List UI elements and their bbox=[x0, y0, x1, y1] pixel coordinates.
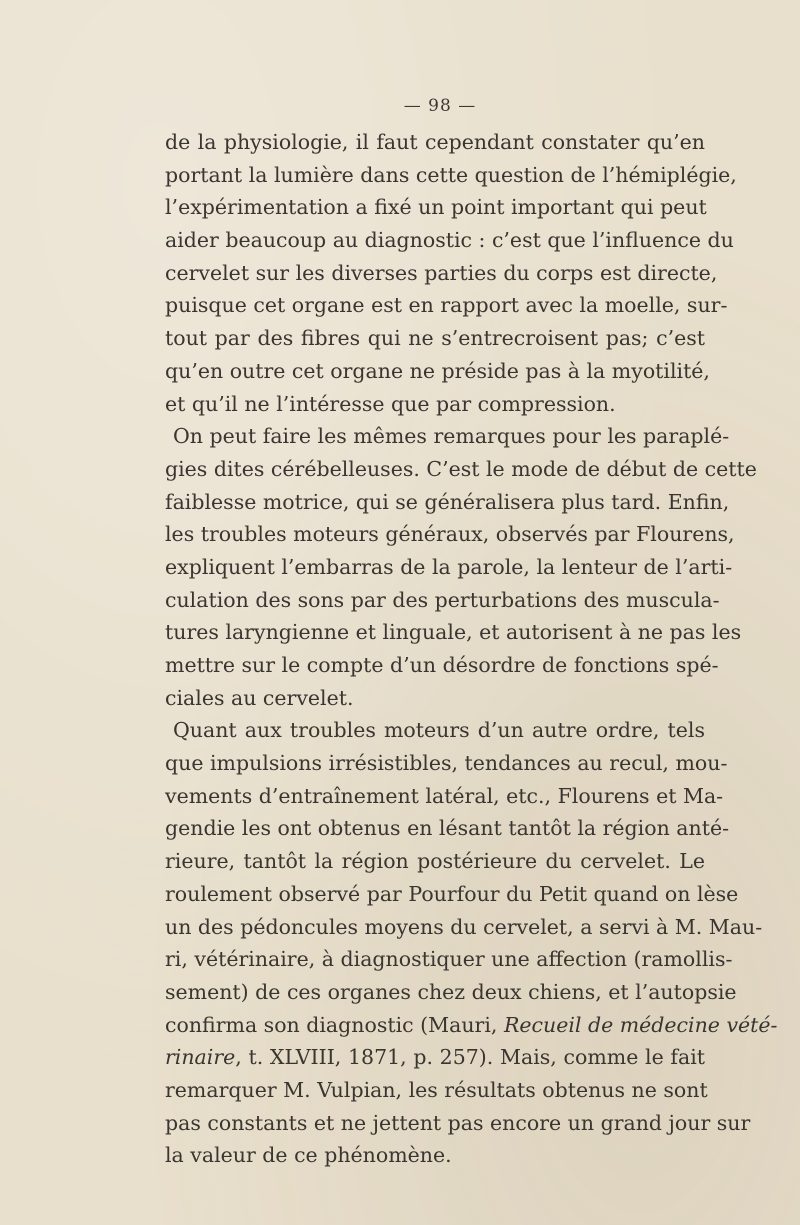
italic-citation: rinaire bbox=[165, 1045, 236, 1070]
text-line: faiblesse motrice, qui se généralisera plus tard. Enfin, bbox=[165, 489, 730, 514]
text-line: puisque cet organe est en rapport avec la moelle, sur- bbox=[165, 293, 728, 318]
text-line: roulement observé par Pourfour du Petit quand on lèse bbox=[165, 881, 739, 906]
text-line: et qu’il ne l’intéresse que par compression. bbox=[165, 391, 616, 416]
text-line: que impulsions irrésistibles, tendances au recul, mou- bbox=[165, 751, 728, 776]
text-line: la valeur de ce phénomène. bbox=[165, 1143, 452, 1168]
text-line: aider beaucoup au diagnostic : c’est que l’influence du bbox=[165, 228, 734, 253]
text-line: de la physiologie, il faut cependant constater qu’en bbox=[165, 130, 705, 154]
text-line-with-italic bbox=[165, 1041, 705, 1074]
text-line: sement) de ces organes chez deux chiens, et l’autopsie bbox=[165, 979, 737, 1004]
text-line: gendie les ont obtenus en lésant tantôt la région anté- bbox=[165, 816, 730, 841]
text-segment: confirma son diagnostic (Mauri, bbox=[165, 1012, 504, 1037]
text-line: remarquer M. Vulpian, les résultats obtenus ne sont bbox=[165, 1077, 708, 1102]
text-line: vements d’entraînement latéral, etc., Flourens et Ma- bbox=[165, 783, 724, 808]
text-line: qu’en outre cet organe ne préside pas à la myotilité, bbox=[165, 358, 710, 383]
text-line: un des pédoncules moyens du cervelet, a servi à M. Mau- bbox=[165, 914, 763, 939]
text-line: les troubles moteurs généraux, observés par Flourens, bbox=[165, 522, 735, 547]
page-number: — 98 — bbox=[403, 96, 477, 116]
text-segment: , t. XLVIII, 1871, p. 257). Mais, comme le fait bbox=[235, 1045, 705, 1070]
text-line: culation des sons par des perturbations des muscula- bbox=[165, 587, 720, 612]
text-line: mettre sur le compte d’un désordre de fonctions spé- bbox=[165, 653, 719, 677]
text-line: pas constants et ne jettent pas encore un grand jour sur bbox=[165, 1110, 751, 1135]
text-line: expliquent l’embarras de la parole, la lenteur de l’arti- bbox=[165, 554, 733, 579]
text-line: ciales au cervelet. bbox=[165, 685, 354, 710]
italic-citation: Recueil de médecine vété- bbox=[503, 1012, 778, 1037]
text-line: rieure, tantôt la région postérieure du cervelet. Le bbox=[165, 849, 705, 874]
text-line: ri, vétérinaire, à diagnostiquer une affection (ramollis- bbox=[165, 947, 733, 972]
paragraph-start-line: Quant aux troubles moteurs d’un autre ordre, tels bbox=[173, 718, 705, 743]
text-line-with-italic bbox=[165, 1009, 778, 1042]
body-text bbox=[165, 126, 778, 1172]
text-line: cervelet sur les diverses parties du corps est directe, bbox=[165, 260, 718, 285]
text-line: l’expérimentation a fixé un point important qui peut bbox=[165, 195, 707, 220]
text-line: gies dites cérébelleuses. C’est le mode de début de cette bbox=[165, 456, 757, 481]
text-line: portant la lumière dans cette question de l’hémiplégie, bbox=[165, 162, 737, 187]
text-line: tures laryngienne et linguale, et autorisent à ne pas les bbox=[165, 620, 742, 645]
text-line: tout par des fibres qui ne s’entrecroisent pas; c’est bbox=[165, 326, 705, 351]
paragraph-start-line: On peut faire les mêmes remarques pour les paraplé- bbox=[173, 424, 730, 449]
